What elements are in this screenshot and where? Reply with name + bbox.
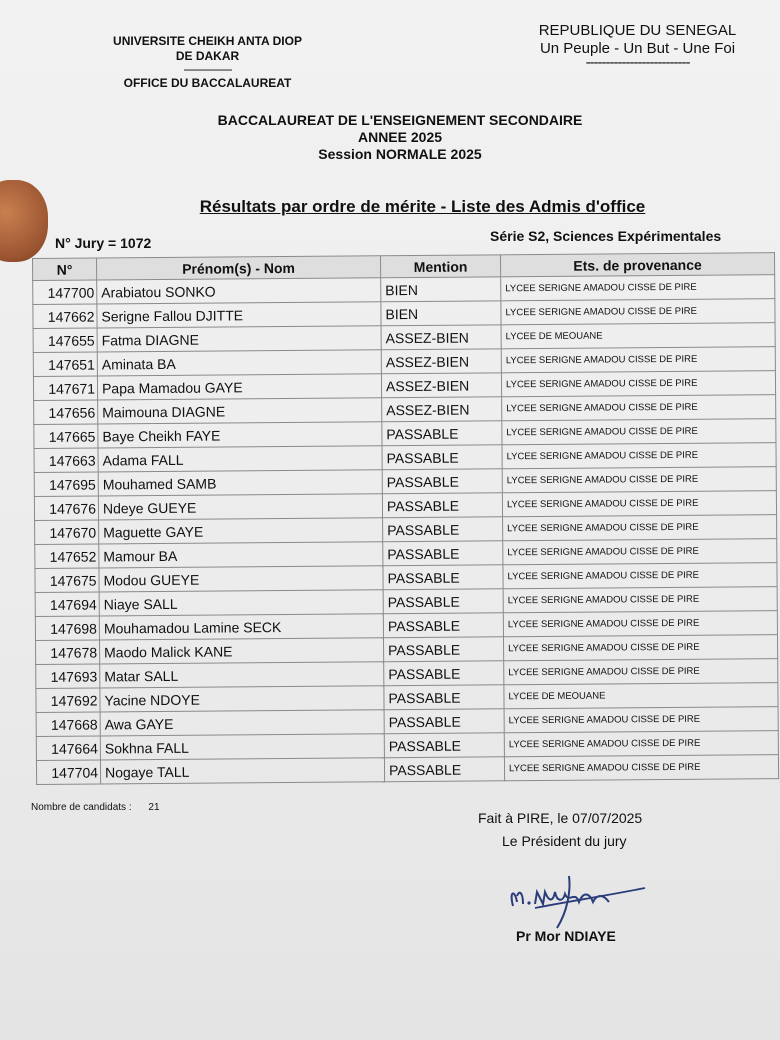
header-left-separator: ---------------- bbox=[183, 62, 232, 76]
cell-school: LYCEE DE MEOUANE bbox=[504, 683, 778, 709]
university-name: UNIVERSITE CHEIKH ANTA DIOP bbox=[113, 34, 302, 48]
cell-school: LYCEE SERIGNE AMADOU CISSE DE PIRE bbox=[504, 707, 778, 733]
cell-number: 147693 bbox=[36, 664, 100, 689]
table-row bbox=[36, 755, 778, 785]
cell-school: LYCEE SERIGNE AMADOU CISSE DE PIRE bbox=[503, 587, 777, 613]
cell-mention: PASSABLE bbox=[382, 421, 502, 446]
candidate-count-value: 21 bbox=[148, 802, 160, 813]
cell-mention: PASSABLE bbox=[383, 613, 503, 638]
cell-name: Mouhamed SAMB bbox=[98, 470, 382, 496]
signer-name: Pr Mor NDIAYE bbox=[516, 928, 616, 944]
cell-mention: PASSABLE bbox=[384, 733, 504, 758]
cell-number: 147698 bbox=[35, 616, 99, 641]
cell-name: Mamour BA bbox=[99, 542, 383, 568]
cell-number: 147704 bbox=[36, 760, 100, 785]
cell-mention: PASSABLE bbox=[383, 541, 503, 566]
cell-number: 147675 bbox=[35, 568, 99, 593]
cell-school: LYCEE SERIGNE AMADOU CISSE DE PIRE bbox=[502, 419, 776, 445]
candidate-count bbox=[31, 802, 160, 813]
cell-mention: ASSEZ-BIEN bbox=[381, 349, 501, 374]
cell-number: 147662 bbox=[33, 304, 97, 329]
cell-name: Fatma DIAGNE bbox=[97, 326, 381, 352]
cell-school: LYCEE SERIGNE AMADOU CISSE DE PIRE bbox=[504, 731, 778, 757]
cell-school: LYCEE SERIGNE AMADOU CISSE DE PIRE bbox=[501, 371, 775, 397]
cell-number: 147694 bbox=[35, 592, 99, 617]
exam-name: BACCALAUREAT DE L'ENSEIGNEMENT SECONDAIRE bbox=[217, 112, 583, 128]
cell-school: LYCEE SERIGNE AMADOU CISSE DE PIRE bbox=[502, 467, 776, 493]
cell-school: LYCEE SERIGNE AMADOU CISSE DE PIRE bbox=[504, 755, 778, 781]
cell-mention: ASSEZ-BIEN bbox=[382, 397, 502, 422]
cell-number: 147676 bbox=[34, 496, 98, 521]
cell-mention: PASSABLE bbox=[384, 661, 504, 686]
country-name: REPUBLIQUE DU SENEGAL bbox=[538, 22, 737, 39]
cell-number: 147668 bbox=[36, 712, 100, 737]
jury-number: N° Jury = 1072 bbox=[55, 235, 152, 251]
cell-mention: PASSABLE bbox=[382, 445, 502, 470]
cell-school: LYCEE SERIGNE AMADOU CISSE DE PIRE bbox=[503, 635, 777, 661]
signature-image bbox=[505, 872, 655, 932]
cell-name: Arabiatou SONKO bbox=[97, 278, 381, 304]
cell-number: 147700 bbox=[33, 280, 97, 305]
finger-photo-artifact bbox=[0, 180, 48, 262]
cell-mention: PASSABLE bbox=[383, 637, 503, 662]
cell-name: Baye Cheikh FAYE bbox=[98, 422, 382, 448]
cell-school: LYCEE SERIGNE AMADOU CISSE DE PIRE bbox=[501, 299, 775, 325]
column-header-number: N° bbox=[33, 258, 97, 281]
cell-name: Niaye SALL bbox=[99, 590, 383, 616]
cell-school: LYCEE DE MEOUANE bbox=[501, 323, 775, 349]
cell-name: Maimouna DIAGNE bbox=[98, 398, 382, 424]
cell-school: LYCEE SERIGNE AMADOU CISSE DE PIRE bbox=[502, 395, 776, 421]
cell-number: 147664 bbox=[36, 736, 100, 761]
cell-number: 147652 bbox=[35, 544, 99, 569]
exam-titles bbox=[190, 112, 610, 163]
cell-number: 147651 bbox=[33, 352, 97, 377]
cell-mention: PASSABLE bbox=[383, 565, 503, 590]
cell-number: 147695 bbox=[34, 472, 98, 497]
cell-mention: PASSABLE bbox=[384, 685, 504, 710]
results-title: Résultats par ordre de mérite - Liste des Admis d'office bbox=[199, 197, 646, 216]
national-motto: Un Peuple - Un But - Une Foi bbox=[539, 40, 736, 57]
cell-school: LYCEE SERIGNE AMADOU CISSE DE PIRE bbox=[503, 563, 777, 589]
cell-school: LYCEE SERIGNE AMADOU CISSE DE PIRE bbox=[502, 491, 776, 517]
column-header-school: Ets. de provenance bbox=[500, 253, 774, 277]
office-name: OFFICE DU BACCALAUREAT bbox=[123, 76, 292, 90]
cell-school: LYCEE SERIGNE AMADOU CISSE DE PIRE bbox=[502, 443, 776, 469]
cell-number: 147692 bbox=[36, 688, 100, 713]
cell-name: Sokhna FALL bbox=[100, 734, 384, 760]
cell-name: Adama FALL bbox=[98, 446, 382, 472]
cell-school: LYCEE SERIGNE AMADOU CISSE DE PIRE bbox=[503, 539, 777, 565]
cell-mention: BIEN bbox=[381, 277, 501, 302]
cell-name: Nogaye TALL bbox=[100, 758, 384, 784]
cell-name: Matar SALL bbox=[100, 662, 384, 688]
place-date: Fait à PIRE, le 07/07/2025 bbox=[478, 810, 643, 826]
cell-name: Awa GAYE bbox=[100, 710, 384, 736]
cell-mention: ASSEZ-BIEN bbox=[381, 325, 501, 350]
cell-number: 147665 bbox=[34, 424, 98, 449]
cell-number: 147670 bbox=[35, 520, 99, 545]
column-header-mention: Mention bbox=[380, 255, 500, 278]
cell-name: Mouhamadou Lamine SECK bbox=[99, 614, 383, 640]
president-title: Le Président du jury bbox=[502, 833, 627, 849]
cell-number: 147656 bbox=[34, 400, 98, 425]
cell-name: Ndeye GUEYE bbox=[98, 494, 382, 520]
exam-year: ANNEE 2025 bbox=[357, 129, 443, 145]
cell-school: LYCEE SERIGNE AMADOU CISSE DE PIRE bbox=[501, 275, 775, 301]
cell-mention: PASSABLE bbox=[383, 589, 503, 614]
cell-mention: PASSABLE bbox=[382, 469, 502, 494]
cell-mention: PASSABLE bbox=[384, 757, 504, 782]
cell-school: LYCEE SERIGNE AMADOU CISSE DE PIRE bbox=[504, 659, 778, 685]
column-header-name: Prénom(s) - Nom bbox=[97, 256, 381, 280]
cell-school: LYCEE SERIGNE AMADOU CISSE DE PIRE bbox=[501, 347, 775, 373]
cell-number: 147663 bbox=[34, 448, 98, 473]
header-right-separator: -------------------------- bbox=[585, 54, 690, 71]
cell-school: LYCEE SERIGNE AMADOU CISSE DE PIRE bbox=[503, 515, 777, 541]
cell-mention: PASSABLE bbox=[383, 517, 503, 542]
cell-name: Maodo Malick KANE bbox=[100, 638, 384, 664]
cell-mention: BIEN bbox=[381, 301, 501, 326]
cell-number: 147671 bbox=[33, 376, 97, 401]
results-table bbox=[32, 252, 779, 785]
cell-mention: PASSABLE bbox=[382, 493, 502, 518]
cell-name: Papa Mamadou GAYE bbox=[97, 374, 381, 400]
cell-school: LYCEE SERIGNE AMADOU CISSE DE PIRE bbox=[503, 611, 777, 637]
university-city: DE DAKAR bbox=[175, 49, 240, 63]
cell-name: Maguette GAYE bbox=[99, 518, 383, 544]
candidate-count-label: Nombre de candidats : bbox=[31, 802, 132, 813]
cell-name: Serigne Fallou DJITTE bbox=[97, 302, 381, 328]
exam-session: Session NORMALE 2025 bbox=[318, 146, 482, 162]
cell-mention: ASSEZ-BIEN bbox=[381, 373, 501, 398]
cell-name: Yacine NDOYE bbox=[100, 686, 384, 712]
cell-number: 147655 bbox=[33, 328, 97, 353]
cell-mention: PASSABLE bbox=[384, 709, 504, 734]
serie-label: Série S2, Sciences Expérimentales bbox=[490, 228, 722, 244]
cell-name: Modou GUEYE bbox=[99, 566, 383, 592]
university-header bbox=[100, 34, 315, 91]
cell-name: Aminata BA bbox=[97, 350, 381, 376]
cell-number: 147678 bbox=[36, 640, 100, 665]
republic-header bbox=[530, 22, 745, 71]
